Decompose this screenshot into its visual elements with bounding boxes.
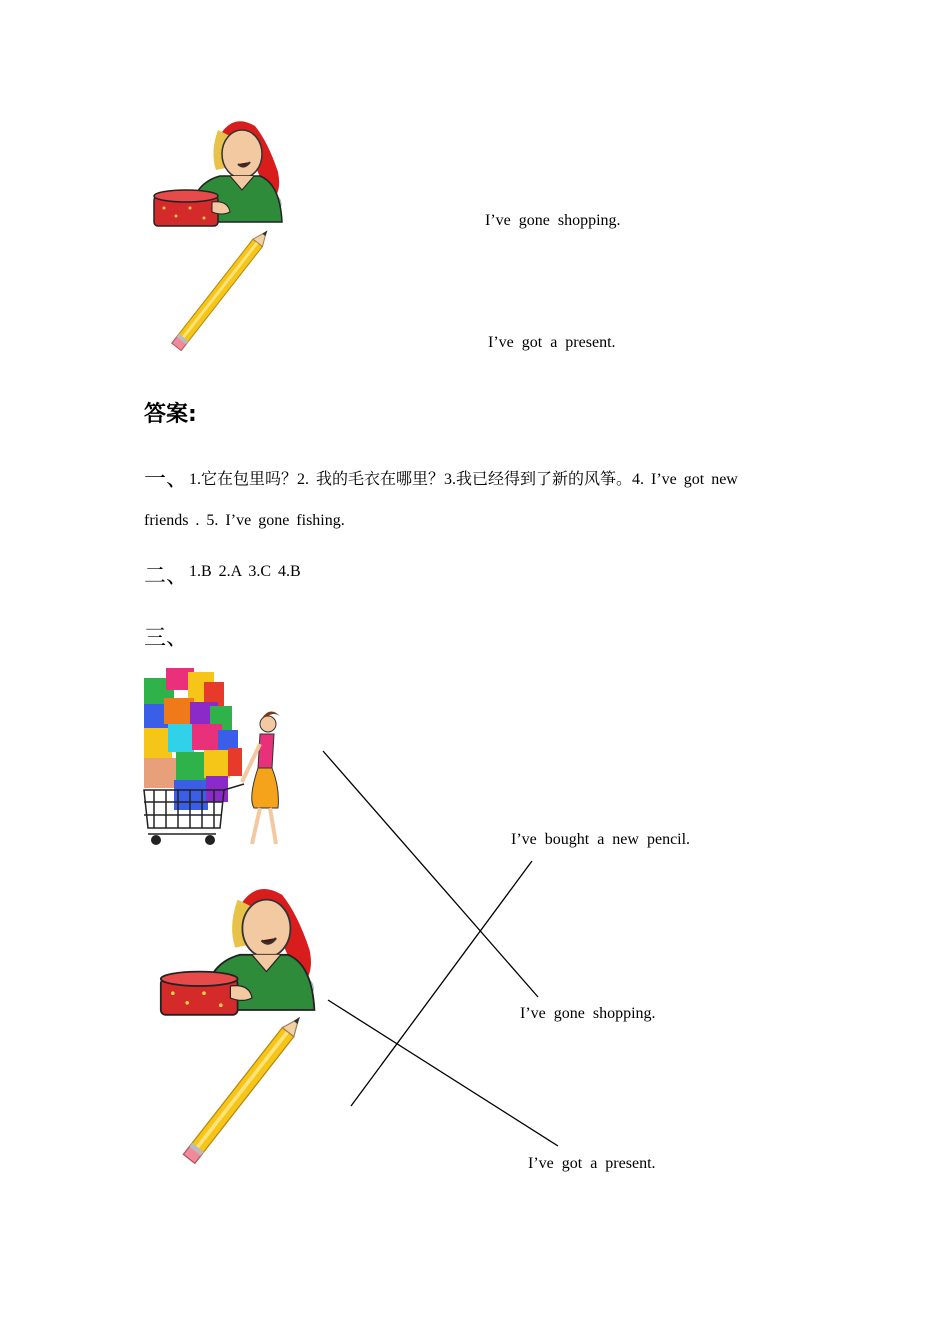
section-1-answer-line-1: 1.它在包里吗？2. 我的毛衣在哪里？3.我已经得到了新的风筝。4. I’ve got new	[189, 471, 738, 488]
section-1-number: 一、	[144, 467, 189, 492]
answer-sentence-got-present: I’ve got a present.	[528, 1155, 656, 1172]
match-line-present	[328, 1000, 558, 1146]
section-1-answer-line-2: friends . 5. I’ve gone fishing.	[144, 512, 345, 529]
answer-sentence-gone-shopping: I’ve gone shopping.	[520, 1005, 656, 1022]
sentence-got-present: I’ve got a present.	[488, 334, 616, 351]
answers-heading: 答案:	[144, 402, 197, 427]
sentence-gone-shopping: I’ve gone shopping.	[485, 212, 621, 229]
section-2-answers: 1.B 2.A 3.C 4.B	[189, 563, 301, 580]
section-3-number: 三、	[144, 626, 189, 651]
match-line-pencil	[351, 861, 532, 1106]
match-line-shopping	[323, 751, 538, 997]
section-2-number: 二、	[144, 564, 189, 589]
answer-sentence-bought-pencil: I’ve bought a new pencil.	[511, 831, 691, 848]
